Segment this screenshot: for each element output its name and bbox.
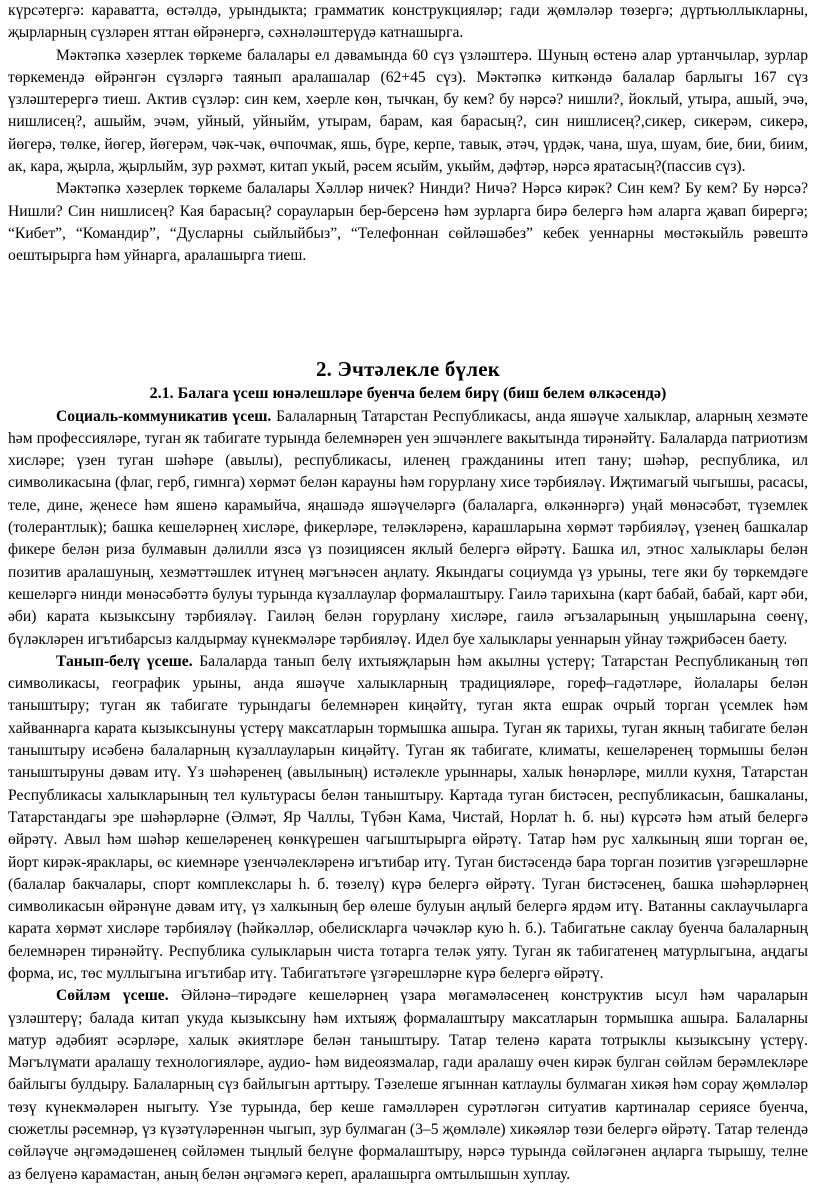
cognitive-lead: Танып-белү үсеше.: [56, 652, 193, 670]
intro-paragraph-3: Мәктәпкә хәзерлек төркеме балалары Хәлләр ничек? Нинди? Ничә? Нәрсә кирәк? Син кем? Бу кем? Бу нәрсә? Нишли? Син нишлисең? Кая барасың? сорауларын бер-берсенә һәм зурларга бирә белергә һәм аларга җавап бирергә; “Кибет”, “Командир”, “Дусларны сыйлыйбыз”, “Телефоннан сөйләшәбез” кебек уеннарны мөстәкыйль рәвештә оештырырга һәм уйнарга, аралашырга тиеш.: [8, 180, 808, 265]
cognitive-paragraph: [8, 651, 808, 985]
social-communicative-text: Балаларның Татарстан Республикасы, анда яшәүче халыклар, аларның хезмәте һәм профессияләре, туган як табигате турында белемнәрен уен эшчәнлеге вакытында тирәнәйтү. Балаларда патриотизм хисләре; үзен туган шәһәре (авылы), республикасы, иленең гражданины итеп тану; шәһәр, республика, ил символикасына (флаг, герб, гимнга) хөрмәт белән карауны һәм горурлану хисе тәрбияләү. Иҗтимагый чыгышы, расасы, теле, дине, җенесе һәм яшенә карамыйча, яңашәдә яшәүчеләргә (балаларга, өлкәннәргә) уңай мөнәсәбәт, түземлек (толерантлык); башка кешеләрнең хисләре, фикерләре, теләкләренә, карашларына хөрмәт тәрбияләү, үзенең башкалар фикере белән риза булмавын дәлилли язсә үз позициясен яклый белергә өйрәтү. Башка ил, этнос халыклары белән позитив аралашуның, хезмәттәшлек итүнең мәгънәсен аңлату. Якындагы социумда үз урыны, тегe яки бу төркемдәге кешеләргә нинди мөнәсәбәттә булуы турында күзаллаулар формалаштыру. Гаилә тарихына (карт бабай, бабай, карт әби, әби) карата кызыксыну тәрбияләү. Гаиләң белән горурлану хисләре, гаилә әгъзаларының уңышларына сөенү, бүләкләрен игътибарсыз калдырмау күнекмәләре тәрбияләү. Идел буе халыклары уеннарын уйнау тәҗрибәсен баету.: [8, 407, 808, 648]
speech-paragraph: [8, 985, 808, 1186]
intro-paragraph-1: күрсәтергә: караватта, өстәлдә, урындыкта; грамматик конструкцияләр; гади җөмләләр төзергә; дүртьюллыкларны, җырларның сүзләрен яттан өйрәнергә, сәхнәләштерүдә катнашырга.: [8, 2, 808, 42]
cognitive-text: Балаларда танып белү ихтыяҗларын һәм акылны үстерү; Татарстан Республиканың төп символикасы, географик урыны, анда яшәүче халыкларның традицияләре, гореф–гадәтләре, йолалары белән таныштыру; туган як табигате турындагы белемнәрен киңәйтү, туган якта ешрак очрый торган үсемлек һәм хайваннарга карата кызыксынуны үстерү максатларын тормышка ашыра. Туган як тарихы, туган якның табигате белән таныштыру исәбенә балаларның күзаллауларын киңәйтү. Туган як табигате, климаты, кешеләренең тормышы белән таныштыруны дәвам итү. Үз шәһәренең (авылының) истәлекле урыннары, халык һөнәрләре, милли кухня, Татарстан Республикасы халыкларының тел культурасы белән таныштыру. Картада туган бистәсен, республикасын, башкаланы, Татарстандагы эре шәһәрләрне (Әлмәт, Яр Чаллы, Түбән Кама, Чистай, Норлат һ. б. ны) күрсәтә һәм атый белергә өйрәтү. Авыл һәм шәһәр кешеләренең көнкүрешен чагыштырырга өйрәтү. Татар һәм рус халкының яши торган өе, йорт кирәк-яраклары, өс киемнәре үзенчәлекләренә игътибар итү. Туган бистәсендә бара торган позитив үзгәрешләрне (балалар бакчалары, спорт комплекслары һ. б. төзелү) күрә белергә өйрәтү. Туган бистәсенең, башка шәһәрләрнең символикасын өйрәнүне дәвам итү, үз халкының бер өлеше булуын аңлый белергә ярдәм итү. Ватанны саклаучыларга карата хөрмәт хисләре тәрбияләү (һәйкәлләр, обелискларга чәчәкләр кую һ. б.). Табигатьне саклау буенча балаларның белемнәрен тирәнәйтү. Республика сулыкларын чиста тотарга теләк уяту. Туган як табигатенең матурлыгына, аңдагы форма, ис, төс муллыгына игътибар итү. Табигатьтәге үзгәрешләрне күрә белергә өйрәтү.: [8, 652, 808, 982]
speech-lead: Сөйләм үсеше.: [56, 987, 169, 1005]
section-subtitle: 2.1. Балага үсеш юнәлешләре буенча белем бирү (биш белем өлкәсендә): [149, 384, 667, 402]
section-spacer: [8, 268, 808, 356]
intro-paragraph-2: Мәктәпкә хәзерлек төркеме балалары ел дәвамында 60 сүз үзләштерә. Шуның өстенә алар уртанчылар, зурлар төркемендә өйрәнгән сүзләргә таянып аралашалар (62+45 сүз). Мәктәпкә киткәндә балалар барлыгы 167 сүз үзләштерергә тиеш. Актив сүзләр: син кем, хәерле көн, тычкан, бу кем? бу нәрсә? нишли?, йоклый, утыра, ашый, эчә, нишлисең?, ашыйм, эчәм, уйный, уйныйм, утырам, барам, кая барасың?, син нишлисең?,сикер, сикерәм, сикерә, йөгерә, төлке, йөгер, йөгерәм, чәк-чәк, өчпочмак, яшь, бүре, керпе, тавык, әтәч, үрдәк, чана, шуа, шуам, бие, бии, биим, ак, кара, җырла, җырлыйм, зур рәхмәт, китап укый, рәсем ясыйм, укыйм, дәфтәр, нәрсә яратасың?(пассив сүз).: [8, 46, 808, 176]
social-communicative-lead: Социаль-коммуникатив үсеш.: [56, 407, 272, 425]
social-communicative-paragraph: [8, 406, 808, 651]
section-title: 2. Эчтәлекле бүлек: [315, 356, 501, 381]
speech-text: Әйләнә–тирәдәге кешеләрнең үзара мөгамәләсенең конструктив ысул һәм чараларын үзләштерү; балада китап укуда кызыксыну һәм ихтыяҗ формалаштыру максатларын тормышка ашыра. Балаларны матур әдәбият әсәрләре, халык әкиятләре белән таныштыру. Татар теленә карата тотрыклы кызыксыну үстерү. Мәгълүмати аралашу технологияләре, аудио- һәм видеоязмалар, гади аралашу өчен кирәк булган сөйләм берәмлекләре байлыгы булдыру. Балаларның сүз байлыгын арттыру. Тәзелеше ягыннан катлаулы булмаган хикәя һәм сорау җөмләләр төзү күнекмәләрен ныгыту. Үзе турында, бер кеше гамәлләрен сурәтләгән ситуатив картиналар сериясе буенча, сюжетлы рәсемнәр, үз күзәтүләреннән чыгып, зур булмаган (3–5 җөмләле) хикәяләр төзи белергә өйрәтү. Татар телендә сөйләүче әңгәмәдәшенең сөйләмен тыңлый белүне формалаштыру, нәрсә турында сөйләгәнен аңларга тырышу, телне аз белүенә карамастан, аның белән әңгәмәгә кереп, аралашырга омтылышын хуплау.: [8, 987, 808, 1183]
document-page: [8, 0, 808, 1186]
